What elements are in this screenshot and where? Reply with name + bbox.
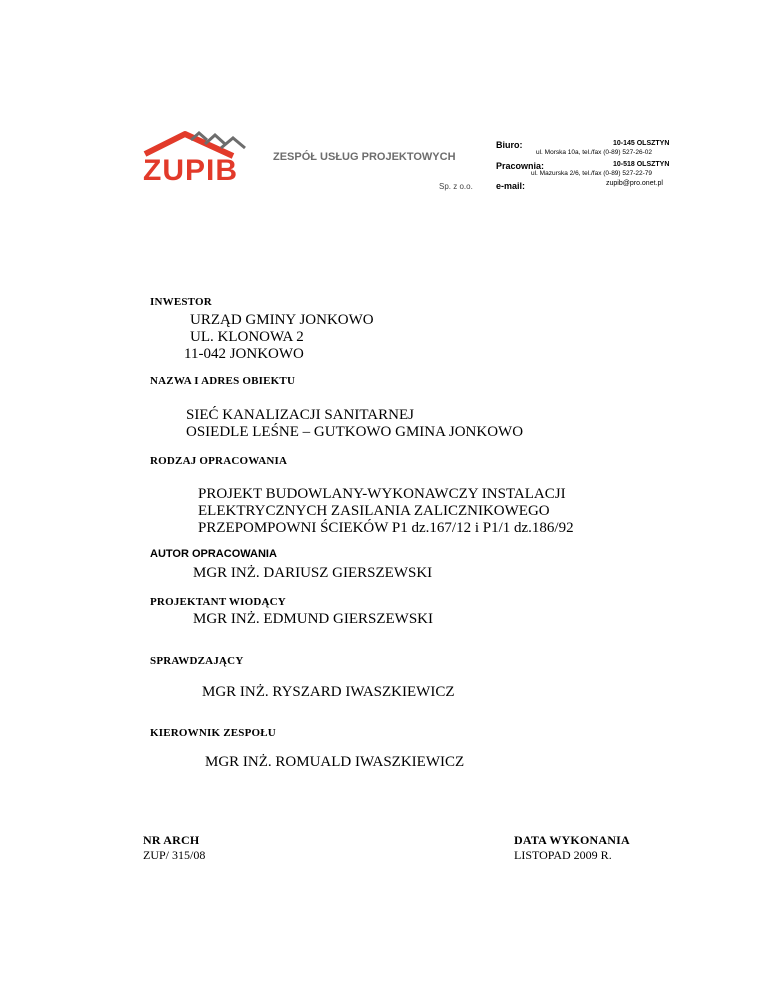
- email-label: e-mail:: [496, 181, 526, 191]
- checker-name: MGR INŻ. RYSZARD IWASZKIEWICZ: [202, 684, 455, 700]
- logo-text: ZUPIB: [143, 154, 238, 187]
- office-label: Biuro:: [496, 140, 523, 150]
- letterhead: [133, 130, 678, 192]
- author-name: MGR INŻ. DARIUSZ GIERSZEWSKI: [193, 565, 433, 581]
- investor-label: INWESTOR: [150, 296, 212, 308]
- document-type-label: RODZAJ OPRACOWANIA: [150, 455, 288, 467]
- team-lead-label: KIEROWNIK ZESPOŁU: [150, 727, 276, 739]
- document-type-line: ELEKTRYCZNYCH ZASILANIA ZALICZNIKOWEGO: [198, 503, 550, 519]
- object-line: OSIEDLE LEŚNE – GUTKOWO GMINA JONKOWO: [186, 424, 524, 440]
- office-address: ul. Morska 10a, tel./fax (0-89) 527-26-02: [536, 149, 652, 156]
- email-value: zupib@pro.onet.pl: [606, 180, 663, 187]
- archive-value: ZUP/ 315/08: [143, 848, 206, 862]
- document-type-line: PRZEPOMPOWNI ŚCIEKÓW P1 dz.167/12 i P1/1 dz.186/92: [198, 520, 574, 536]
- studio-label: Pracownia:: [496, 161, 545, 171]
- investor-line: URZĄD GMINY JONKOWO: [190, 312, 374, 328]
- investor-line: UL. KLONOWA 2: [190, 329, 304, 345]
- object-label: NAZWA I ADRES OBIEKTU: [150, 375, 296, 387]
- team-lead-name: MGR INŻ. ROMUALD IWASZKIEWICZ: [205, 754, 465, 770]
- author-label: AUTOR OPRACOWANIA: [150, 548, 277, 560]
- lead-designer-label: PROJEKTANT WIODĄCY: [150, 596, 286, 608]
- completion-label: DATA WYKONANIA: [514, 833, 630, 847]
- lead-designer-name: MGR INŻ. EDMUND GIERSZEWSKI: [193, 611, 433, 627]
- office-city: 10-145 OLSZTYN: [613, 140, 670, 147]
- company-name: ZESPÓŁ USŁUG PROJEKTOWYCH: [273, 151, 456, 163]
- object-line: SIEĆ KANALIZACJI SANITARNEJ: [186, 407, 414, 423]
- archive-label: NR ARCH: [143, 833, 200, 847]
- studio-address: ul. Mazurska 2/6, tel./fax (0-89) 527-22-79: [531, 170, 653, 177]
- completion-value: LISTOPAD 2009 R.: [514, 848, 612, 862]
- company-form: Sp. z o.o.: [439, 182, 473, 191]
- checker-label: SPRAWDZAJĄCY: [150, 655, 244, 667]
- investor-line: 11-042 JONKOWO: [184, 346, 304, 362]
- document-type-line: PROJEKT BUDOWLANY-WYKONAWCZY INSTALACJI: [198, 486, 566, 502]
- studio-city: 10-518 OLSZTYN: [613, 161, 670, 168]
